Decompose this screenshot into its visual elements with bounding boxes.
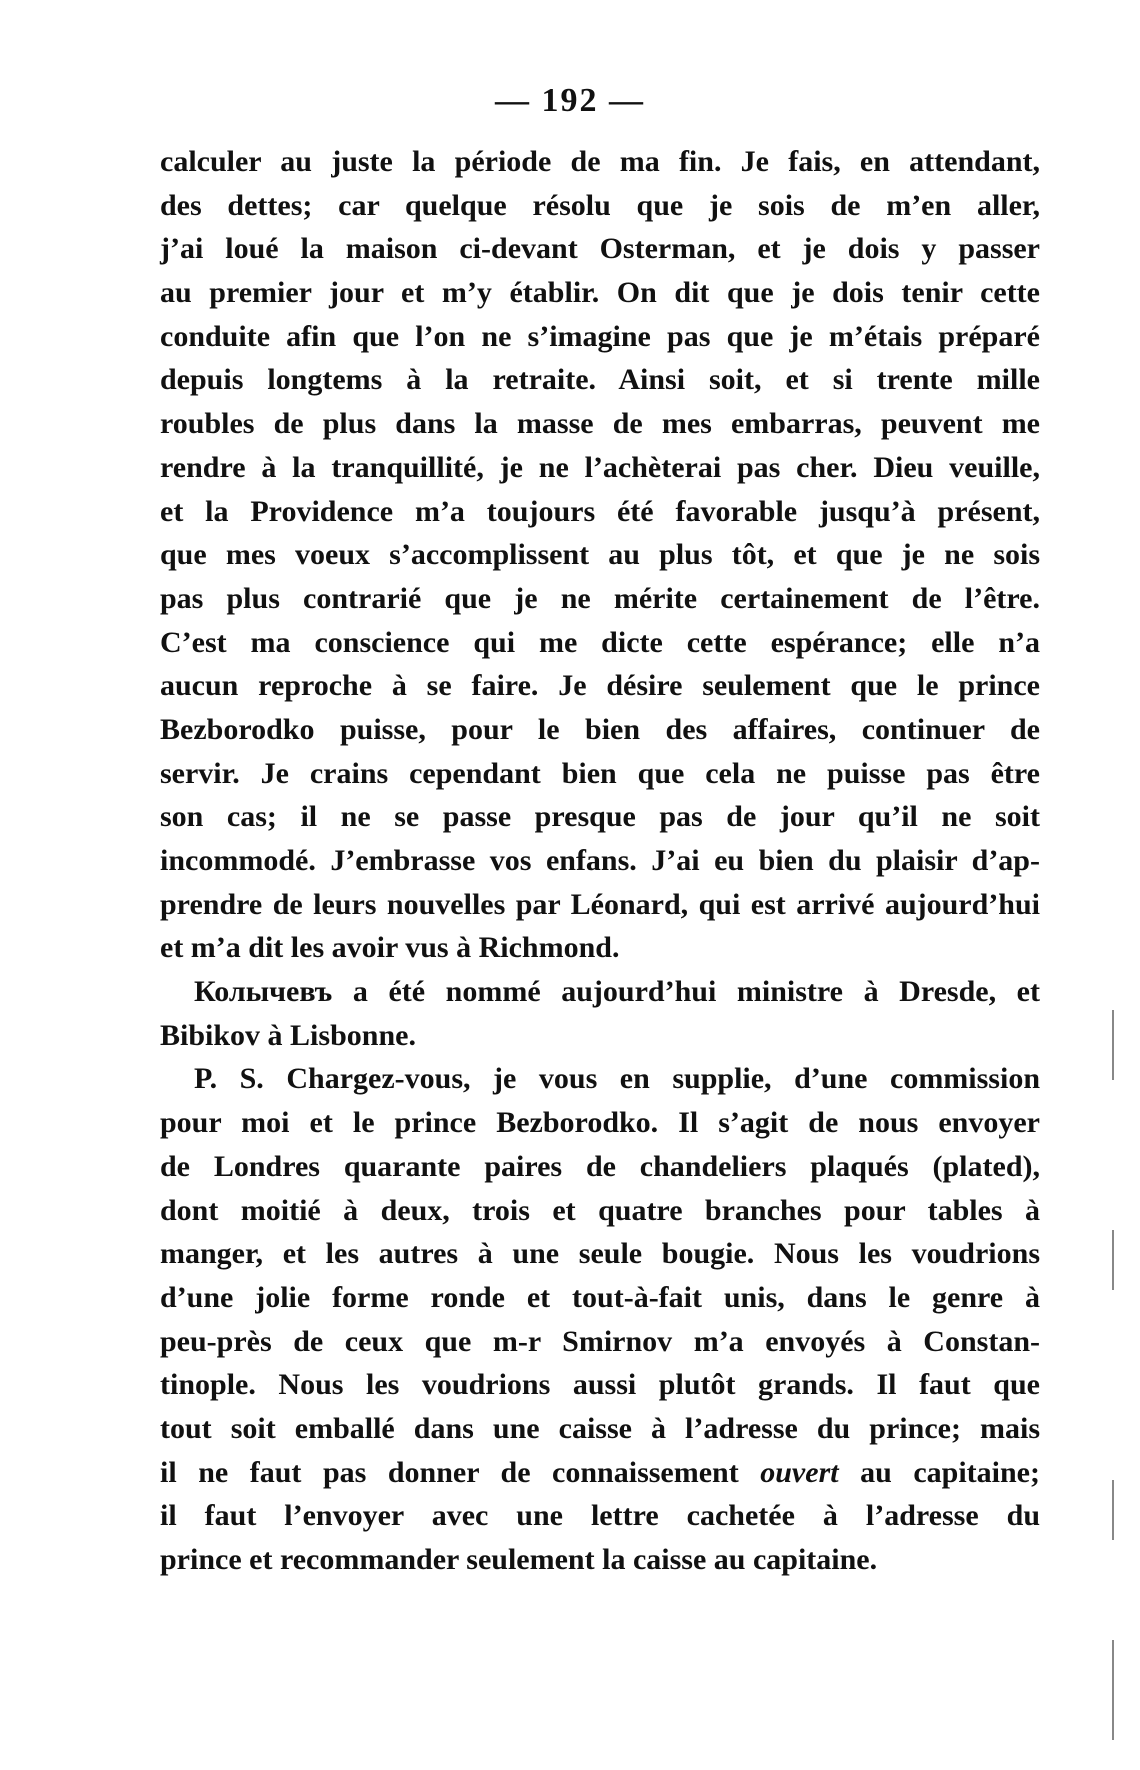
- text-line: Bibikov à Lisbonne.: [160, 1018, 416, 1052]
- text-line: il faut l’envoyer avec une lettre cachetée à l’adresse du: [160, 1499, 1040, 1533]
- text-line: prince et recommander seulement la caisse au capitaine.: [160, 1543, 878, 1576]
- text-line: P. S. Chargez-vous, je vous en supplie, d’une commission: [194, 1062, 1040, 1096]
- text-line: prendre de leurs nouvelles par Léonard, qui est arrivé aujourd’hui: [160, 887, 1040, 921]
- text-line: servir. Je crains cependant bien que cela ne puisse pas être: [160, 756, 1040, 790]
- text-line: des dettes; car quelque résolu que je sois de m’en aller,: [160, 188, 1040, 222]
- text-line: incommodé. J’embrasse vos enfans. J’ai eu bien du plaisir d’ap-: [160, 844, 1040, 877]
- text-line: Колычевъ a été nommé aujourd’hui ministre à Dresde, et: [194, 975, 1040, 1009]
- scan-edge-mark: [1112, 1640, 1114, 1740]
- text-line: depuis longtems à la retraite. Ainsi soit, et si trente mille: [160, 363, 1040, 397]
- text-line: C’est ma conscience qui me dicte cette espérance; elle n’a: [160, 625, 1040, 659]
- text-line: tinople. Nous les voudrions aussi plutôt grands. Il faut que: [160, 1368, 1040, 1402]
- page-number: — 192 —: [495, 82, 645, 119]
- scan-edge-mark: [1112, 1010, 1114, 1080]
- text-line: de Londres quarante paires de chandeliers plaqués (plated),: [160, 1149, 1040, 1183]
- text-line: rendre à la tranquillité, je ne l’achèterai pas cher. Dieu veuille,: [160, 450, 1040, 484]
- text-line: son cas; il ne se passe presque pas de jour qu’il ne soit: [160, 800, 1040, 834]
- text-line: conduite afin que l’on ne s’imagine pas que je m’étais préparé: [160, 319, 1040, 353]
- text-line: peu-près de ceux que m-r Smirnov m’a envoyés à Constan-: [160, 1324, 1040, 1358]
- text-line: que mes voeux s’accomplissent au plus tôt, et que je ne sois: [160, 538, 1040, 572]
- text-line: tout soit emballé dans une caisse à l’adresse du prince; mais: [160, 1411, 1040, 1445]
- text-line: calculer au juste la période de ma fin. Je fais, en attendant,: [160, 145, 1040, 178]
- text-line: il ne faut pas donner de connaissement ouvert au capitaine;: [160, 1455, 1040, 1489]
- text-line: aucun reproche à se faire. Je désire seulement que le prince: [160, 669, 1040, 703]
- text-line: et m’a dit les avoir vus à Richmond.: [160, 931, 620, 965]
- text-line: d’une jolie forme ronde et tout-à-fait unis, dans le genre à: [160, 1280, 1040, 1314]
- text-line: j’ai loué la maison ci-devant Osterman, et je dois y passer: [160, 232, 1040, 266]
- scan-edge-mark: [1112, 1480, 1114, 1540]
- text-line: dont moitié à deux, trois et quatre branches pour tables à: [160, 1193, 1040, 1227]
- text-line: manger, et les autres à une seule bougie. Nous les voudrions: [160, 1237, 1040, 1271]
- text-line: Bezborodko puisse, pour le bien des affaires, continuer de: [160, 712, 1040, 746]
- text-line: pas plus contrarié que je ne mérite certainement de l’être.: [160, 581, 1040, 615]
- text-line: roubles de plus dans la masse de mes embarras, peuvent me: [160, 407, 1040, 441]
- text-line: au premier jour et m’y établir. On dit que je dois tenir cette: [160, 276, 1040, 310]
- scan-edge-mark: [1112, 1230, 1114, 1290]
- text-line: et la Providence m’a toujours été favorable jusqu’à présent,: [160, 494, 1040, 528]
- letter-body: [160, 140, 1040, 1582]
- text-line: pour moi et le prince Bezborodko. Il s’agit de nous envoyer: [160, 1106, 1040, 1140]
